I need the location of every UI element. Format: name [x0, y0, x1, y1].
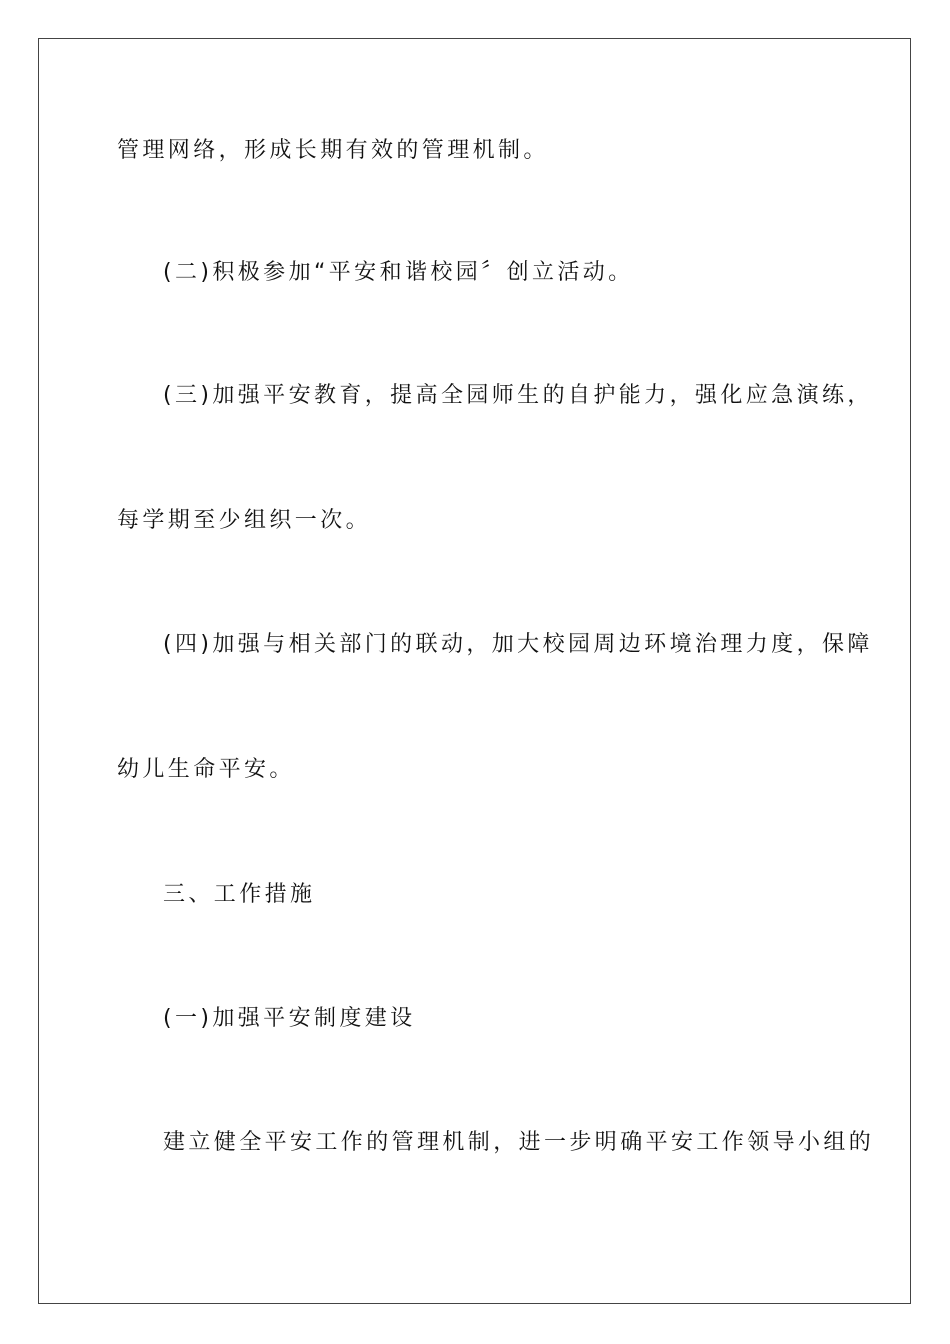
section-heading: 三、工作措施	[163, 882, 316, 907]
subsection-heading: (一)加强平安制度建设	[163, 1006, 416, 1031]
paragraph-line: (二)积极参加“平安和谐校园〞创立活动。	[163, 260, 634, 285]
paragraph-line: (四)加强与相关部门的联动，加大校园周边环境治理力度，保障	[163, 632, 873, 657]
paragraph-line: 管理网络，形成长期有效的管理机制。	[117, 138, 549, 163]
paragraph-line: (三)加强平安教育，提高全园师生的自护能力，强化应急演练，	[163, 383, 873, 408]
paragraph-line: 建立健全平安工作的管理机制，进一步明确平安工作领导小组的	[163, 1130, 875, 1155]
page-border	[38, 38, 911, 1304]
paragraph-line: 幼儿生命平安。	[117, 757, 295, 782]
paragraph-line: 每学期至少组织一次。	[117, 508, 372, 533]
